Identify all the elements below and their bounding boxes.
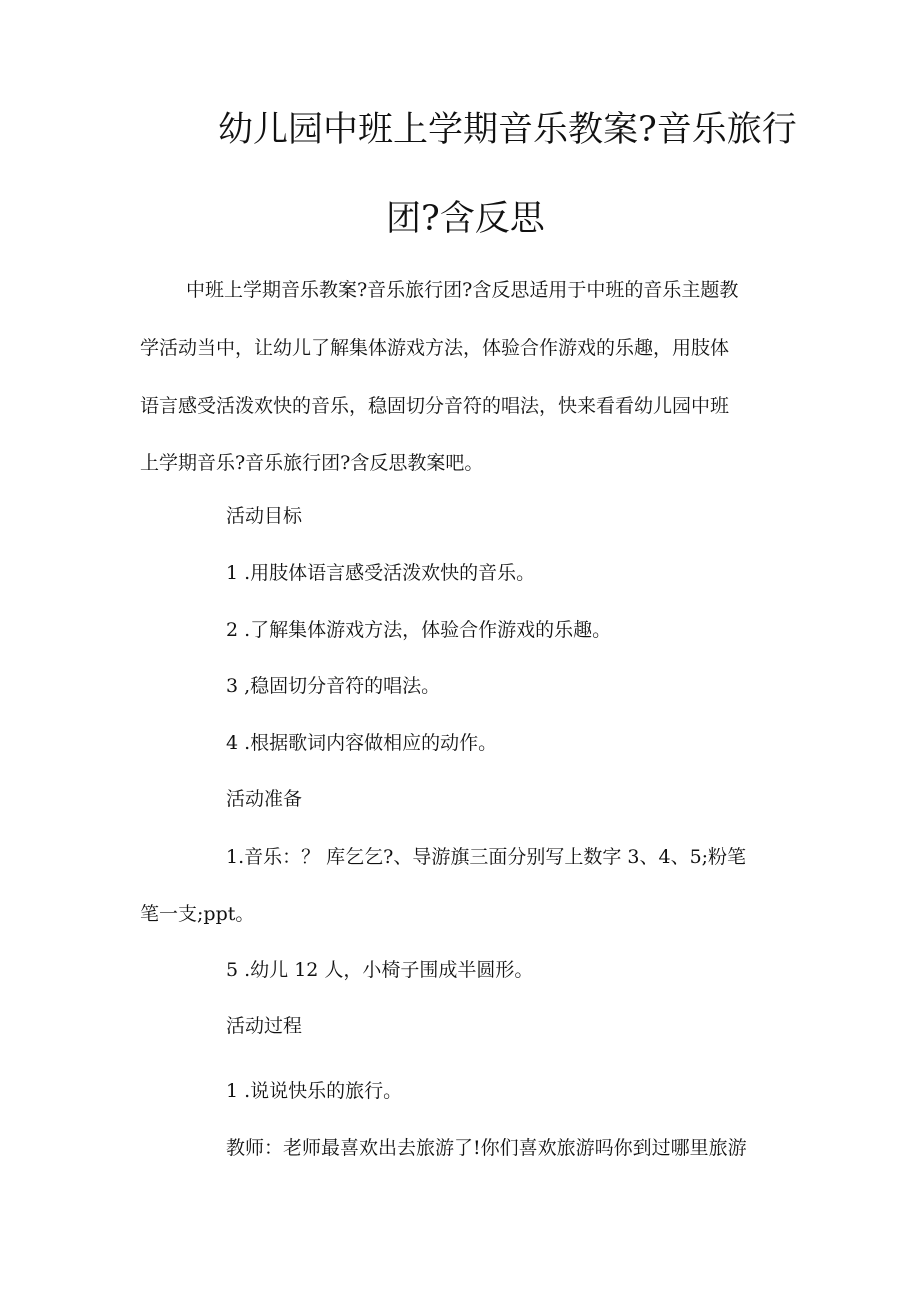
prep-item-2: 5 .幼儿 12 人，小椅子围成半圆形。: [226, 959, 534, 981]
goals-heading: 活动目标: [226, 505, 303, 527]
prep-heading: 活动准备: [226, 788, 303, 810]
goal-item-3: 3 ,稳固切分音符的唱法。: [226, 675, 441, 697]
teacher-line: 教师：老师最喜欢出去旅游了!你们喜欢旅游吗你到过哪里旅游: [226, 1137, 747, 1159]
document-title-line-2: 团?含反思: [386, 199, 545, 239]
intro-line-2: 学活动当中，让幼儿了解集体游戏方法，体验合作游戏的乐趣，用肢体: [140, 337, 730, 359]
prep-item-1-line-2: 笔一支;ppt。: [140, 903, 255, 925]
document-title-line-1: 幼儿园中班上学期音乐教案?音乐旅行: [218, 110, 797, 150]
goal-item-4: 4 .根据歌词内容做相应的动作。: [226, 732, 498, 754]
process-item-1: 1 .说说快乐的旅行。: [226, 1080, 403, 1102]
prep-item-1-line-1: 1.音乐：？ 库乞乞?、导游旗三面分别写上数字 3、4、5;粉笔: [226, 846, 747, 868]
process-heading: 活动过程: [226, 1015, 303, 1037]
intro-line-4: 上学期音乐?音乐旅行团?含反思教案吧。: [140, 452, 484, 474]
intro-line-3: 语言感受活泼欢快的音乐，稳固切分音符的唱法，快来看看幼儿园中班: [140, 395, 730, 417]
intro-line-1: 中班上学期音乐教案?音乐旅行团?含反思适用于中班的音乐主题教: [186, 279, 739, 301]
goal-item-1: 1 .用肢体语言感受活泼欢快的音乐。: [226, 562, 536, 584]
goal-item-2: 2 .了解集体游戏方法，体验合作游戏的乐趣。: [226, 619, 612, 641]
